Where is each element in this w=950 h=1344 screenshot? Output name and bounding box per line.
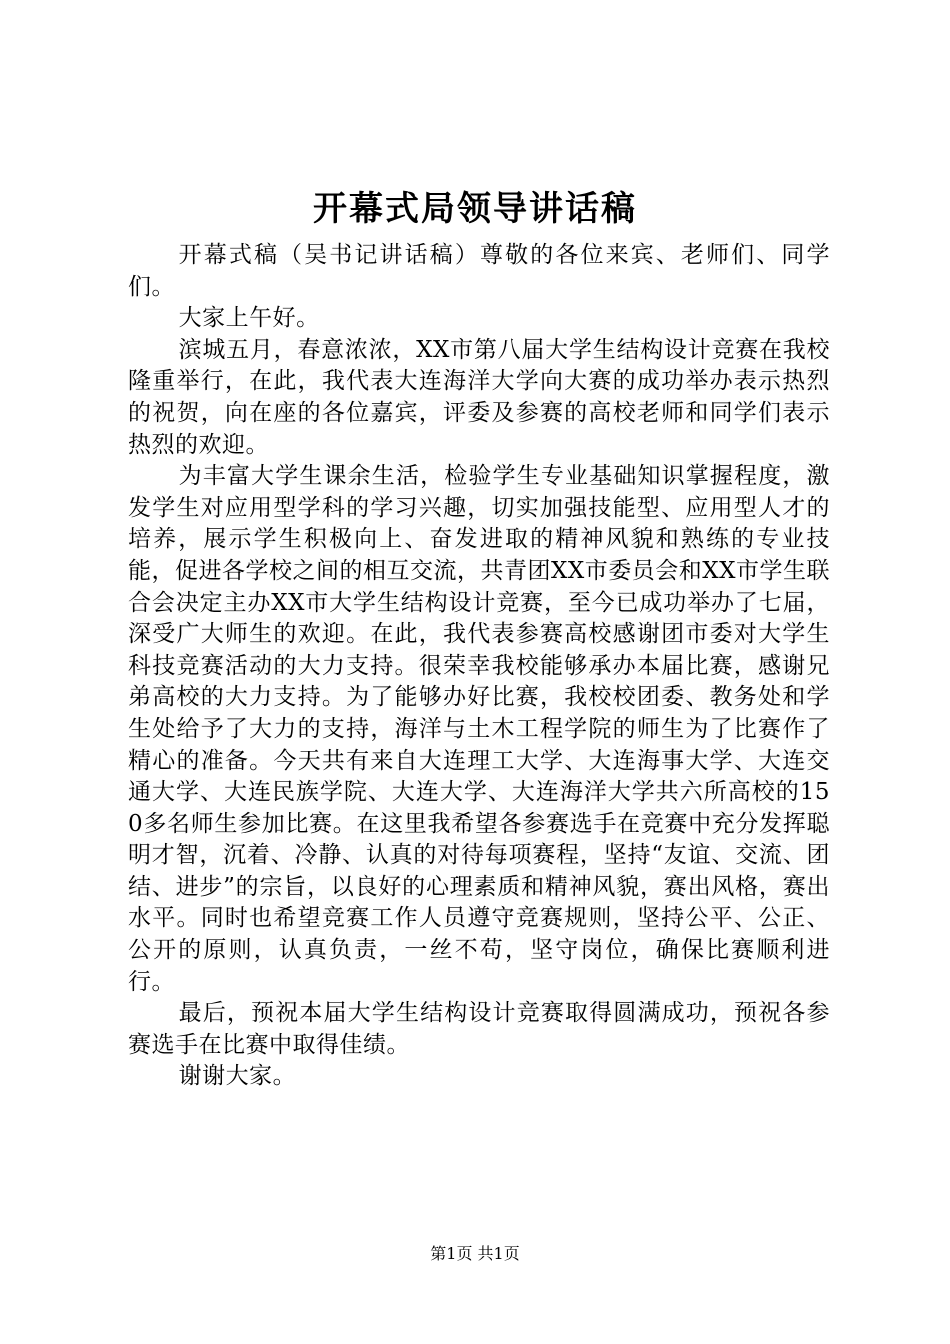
paragraph-greeting: 开幕式稿（吴书记讲话稿）尊敬的各位来宾、老师们、同学们。 [128,242,830,300]
paragraph-closing-wishes: 最后，预祝本届大学生结构设计竞赛取得圆满成功，预祝各参赛选手在比赛中取得佳绩。 [128,1000,830,1058]
paragraph-welcome: 滨城五月，春意浓浓，XX市第八届大学生结构设计竞赛在我校隆重举行，在此，我代表大连海洋大学向大赛的成功举办表示热烈的祝贺，向在座的各位嘉宾，评委及参赛的高校老师和同学们表示热烈的欢迎。 [128,336,830,458]
paragraph-good-morning: 大家上午好。 [178,305,320,332]
page-footer: 第1页 共1页 [430,1244,520,1263]
paragraph-thanks: 谢谢大家。 [178,1063,297,1090]
paragraph-main: 为丰富大学生课余生活，检验学生专业基础知识掌握程度，激发学生对应用型学科的学习兴趣，切实加强技能型、应用型人才的培养，展示学生积极向上、奋发进取的精神风貌和熟练的专业技能，促进各学校之间的相互交流，共青团XX市委员会和XX市学生联合会决定主办XX市大学生结构设计竞赛，至今已成功举办了七届，深受广大师生的欢迎。在此，我代表参赛高校感谢团市委对大学生科技竞赛活动的大力支持。很荣幸我校能够承办本届比赛，感谢兄弟高校的大力支持。为了能够办好比赛，我校校团委、教务处和学生处给予了大力的支持，海洋与土木工程学院的师生为了比赛作了精心的准备。今天共有来自大连理工大学、大连海事大学、大连交通大学、大连民族学院、大连大学、大连海洋大学共六所高校的150多名师生参加比赛。在这里我希望各参赛选手在竞赛中充分发挥聪明才智，沉着、冷静、认真的对待每项赛程，坚持“友谊、交流、团结、进步”的宗旨，以良好的心理素质和精神风貌，赛出风格，赛出水平。同时也希望竞赛工作人员遵守竞赛规则，坚持公平、公正、公开的原则，认真负责，一丝不苟，坚守岗位，确保比赛顺利进行。 [128,463,830,995]
document-title: 开幕式局领导讲话稿 [313,189,637,229]
document-body [128,240,830,1093]
